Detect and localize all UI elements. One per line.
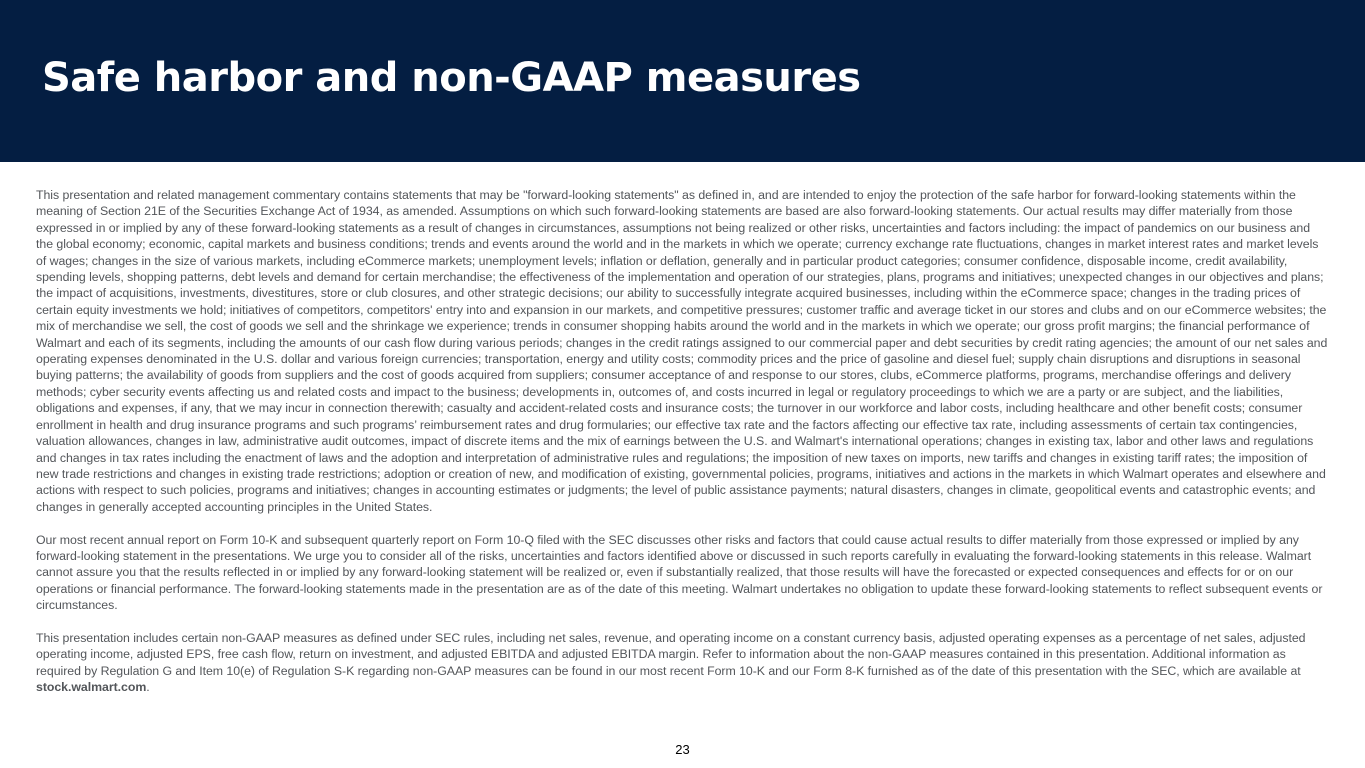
page-title: Safe harbor and non-GAAP measures <box>42 55 861 101</box>
non-gaap-paragraph <box>36 630 1330 696</box>
page-number: 23 <box>675 742 690 757</box>
safe-harbor-paragraph: This presentation and related management commentary contains statements that may be "forward-looking statements" as defined in, and are intended to enjoy the protection of the safe harbor for forward-looking statements within the meaning of Section 21E of the Securities Exchange Act of 1934, as amended. Assumptions on which such forward-looking statements are based are also forward-looking statements. Our actual results may differ materially from those expressed in or implied by any of these forward-looking statements as a result of changes in circumstances, assumptions not being realized or other risks, uncertainties and factors including: the impact of pandemics on our business and the global economy; economic, capital markets and business conditions; trends and events around the world and in the markets in which we operate; currency exchange rate fluctuations, changes in market interest rates and market levels of wages; changes in the size of various markets, including eCommerce markets; unemployment levels; inflation or deflation, generally and in particular product categories; consumer confidence, disposable income, credit availability, spending levels, shopping patterns, debt levels and demand for certain merchandise; the effectiveness of the implementation and operation of our strategies, plans, programs and initiatives; unexpected changes in our objectives and plans; the impact of acquisitions, investments, divestitures, store or club closures, and other strategic decisions; our ability to successfully integrate acquired businesses, including within the eCommerce space; changes in the trading prices of certain equity investments we hold; initiatives of competitors, competitors' entry into and expansion in our markets, and competitive pressures; customer traffic and average ticket in our stores and clubs and on our eCommerce websites; the mix of merchandise we sell, the cost of goods we sell and the shrinkage we experience; trends in consumer shopping habits around the world and in the markets in which we operate; our gross profit margins; the financial performance of Walmart and each of its segments, including the amounts of our cash flow during various periods; changes in the credit ratings assigned to our commercial paper and debt securities by credit rating agencies; the amount of our net sales and operating expenses denominated in the U.S. dollar and various foreign currencies; transportation, energy and utility costs; commodity prices and the price of gasoline and diesel fuel; supply chain disruptions and disruptions in seasonal buying patterns; the availability of goods from suppliers and the cost of goods acquired from suppliers; consumer acceptance of and response to our stores, clubs, eCommerce platforms, programs, merchandise offerings and delivery methods; cyber security events affecting us and related costs and impact to the business; developments in, outcomes of, and costs incurred in legal or regulatory proceedings to which we are a party or are subject, and the liabilities, obligations and expenses, if any, that we may incur in connection therewith; casualty and accident-related costs and insurance costs; the turnover in our workforce and labor costs, including healthcare and other benefit costs; consumer enrollment in health and drug insurance programs and such programs’ reimbursement rates and drug formularies; our effective tax rate and the factors affecting our effective tax rate, including assessments of certain tax contingencies, valuation allowances, changes in law, administrative audit outcomes, impact of discrete items and the mix of earnings between the U.S. and Walmart's international operations; changes in existing tax, labor and other laws and regulations and changes in tax rates including the enactment of laws and the adoption and interpretation of administrative rules and regulations; the imposition of new taxes on imports, new tariffs and changes in existing tariff rates; the imposition of new trade restrictions and changes in existing trade restrictions; adoption or creation of new, and modification of existing, governmental policies, programs, initiatives and actions in the markets in which Walmart operates and elsewhere and actions with respect to such policies, programs and initiatives; changes in accounting estimates or judgments; the level of public assistance payments; natural disasters, changes in climate, geopolitical events and catastrophic events; and changes in generally accepted accounting principles in the United States. <box>36 188 1328 514</box>
non-gaap-paragraph-text: This presentation includes certain non-GAAP measures as defined under SEC rules, including net sales, revenue, and operating income on a constant currency basis, adjusted operating expenses as a percentage of net sales, adjusted operating income, adjusted EPS, free cash flow, return on investment, and adjusted EBITDA and adjusted EBITDA margin. Refer to information about the non-GAAP measures contained in this presentation. Additional information as required by Regulation G and Item 10(e) of Regulation S-K regarding non-GAAP measures can be found in our most recent Form 10-K and our Form 8-K furnished as of the date of this presentation with the SEC, which are available at <box>36 630 1306 678</box>
investor-site-link[interactable]: stock.walmart.com <box>36 680 147 695</box>
sec-filings-paragraph: Our most recent annual report on Form 10-K and subsequent quarterly report on Form 10-Q filed with the SEC discusses other risks and factors that could cause actual results to differ materially from those expressed or implied by any forward-looking statement in the presentations. We urge you to consider all of the risks, uncertainties and factors identified above or discussed in such reports carefully in evaluating the forward-looking statements in this release. Walmart cannot assure you that the results reflected in or implied by any forward-looking statement will be realized or, even if substantially realized, that those results will have the forecasted or expected consequences and effects for or on our operations or financial performance. The forward-looking statements made in the presentation are as of the date of this meeting. Walmart undertakes no obligation to update these forward-looking statements to reflect subsequent events or circumstances. <box>36 532 1323 613</box>
header-banner <box>0 0 1365 162</box>
non-gaap-paragraph-end: . <box>146 680 150 695</box>
disclaimer-body <box>36 187 1330 696</box>
